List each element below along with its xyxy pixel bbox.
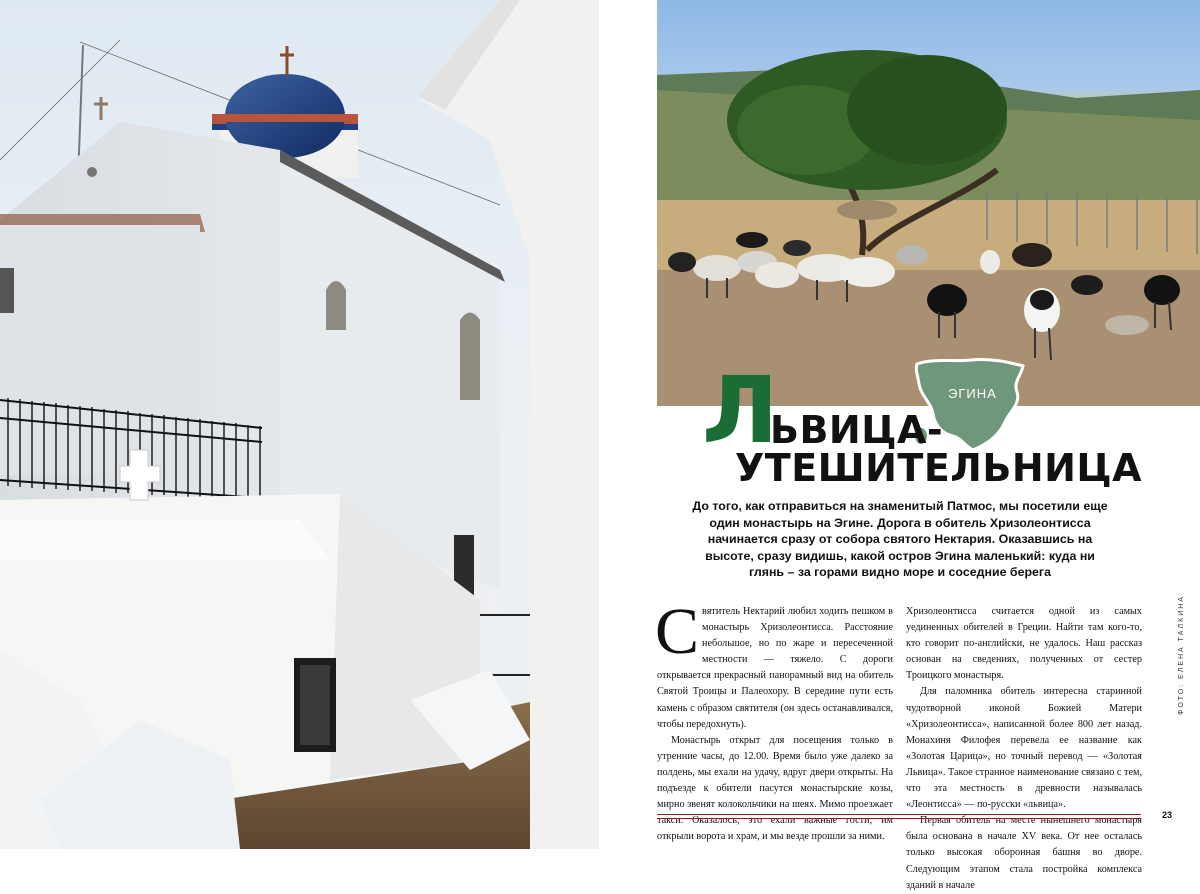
goats-illustration (657, 0, 1200, 406)
article-paragraph: Для паломника обитель интересна старинной чудотворной иконой Божией Матери «Хризолеонтисса», написанной более 800 лет назад. Монахиня Филофея перевела ее название как «Золотая Царица», но точный перевод — «Золотая Львица». Такое странное наименование связано с тем, что эта местность в древности называлась «Леонтисса» — по-русски «львица». (906, 686, 1142, 811)
title-line-2: УТЕШИТЕЛЬНИЦА (735, 446, 1143, 490)
page-number: 23 (1162, 810, 1173, 820)
title-drop-letter: Л (702, 357, 779, 464)
drop-cap: С (655, 595, 700, 668)
church-illustration (0, 0, 599, 849)
article-lead: До того, как отправиться на знаменитый Патмос, мы посетили еще один монастырь на Эгине. Дорога в обитель Хризолеонтисса начинается сразу от собора святого Нектария. Оказавшись на высоте, сразу видишь, какой остров Эгина маленький: куда ни глянь – за горами видно море и соседние берега (692, 499, 1108, 579)
article-paragraph: Первая обитель на месте нынешнего монастыря была основана в начале XV века. От нее осталась только высокая оборонная башня во дворе. Следующим этапом стала постройка комплекса зданий в начале (906, 815, 1142, 891)
title-line-1: ЬВИЦА- (770, 408, 944, 452)
photo-credit: ФОТО: ЕЛЕНА ТАЛКИНА (1178, 595, 1185, 715)
article-column-1 (655, 595, 893, 845)
article-paragraph: Хризолеонтисса считается одной из самых уединенных обителей в Греции. Найти там кого-то, кто говорит по-английски, не удалось. Наш рассказ основан на сведениях, полученных от сестер Троицкого монастыря. (906, 606, 1142, 682)
region-label: ЭГИНА (948, 386, 997, 401)
goats-photo (657, 0, 1200, 406)
article-column-2 (906, 604, 1142, 894)
church-photo (0, 0, 599, 849)
footer-rule (657, 814, 1141, 819)
article-paragraph: Монастырь открыт для посещения только в утренние часы, до 12.00. Время было уже далеко за полдень, мы ехали на удачу, вдруг двери открыты. На подъезде к обители пасутся монастырские козы, мирно звенят колокольчики на шеях. Мимо проезжает такси. Оказалось, это ехали важные гости; им открыли ворота и храм, и мы везде прошли за ними. (657, 734, 893, 843)
article-paragraph: Святитель Нектарий любил ходить пешком в монастырь Хризолеонтисса. Расстояние небольшое, но по жаре и пересеченной местности — тяжело. С дороги открывается прекрасный панорамный вид на обитель Святой Троицы и Палеохору. В середине пути есть камень с образом святителя (он здесь останавливался, чтобы передохнуть). (655, 595, 893, 730)
page-gutter (599, 0, 657, 849)
